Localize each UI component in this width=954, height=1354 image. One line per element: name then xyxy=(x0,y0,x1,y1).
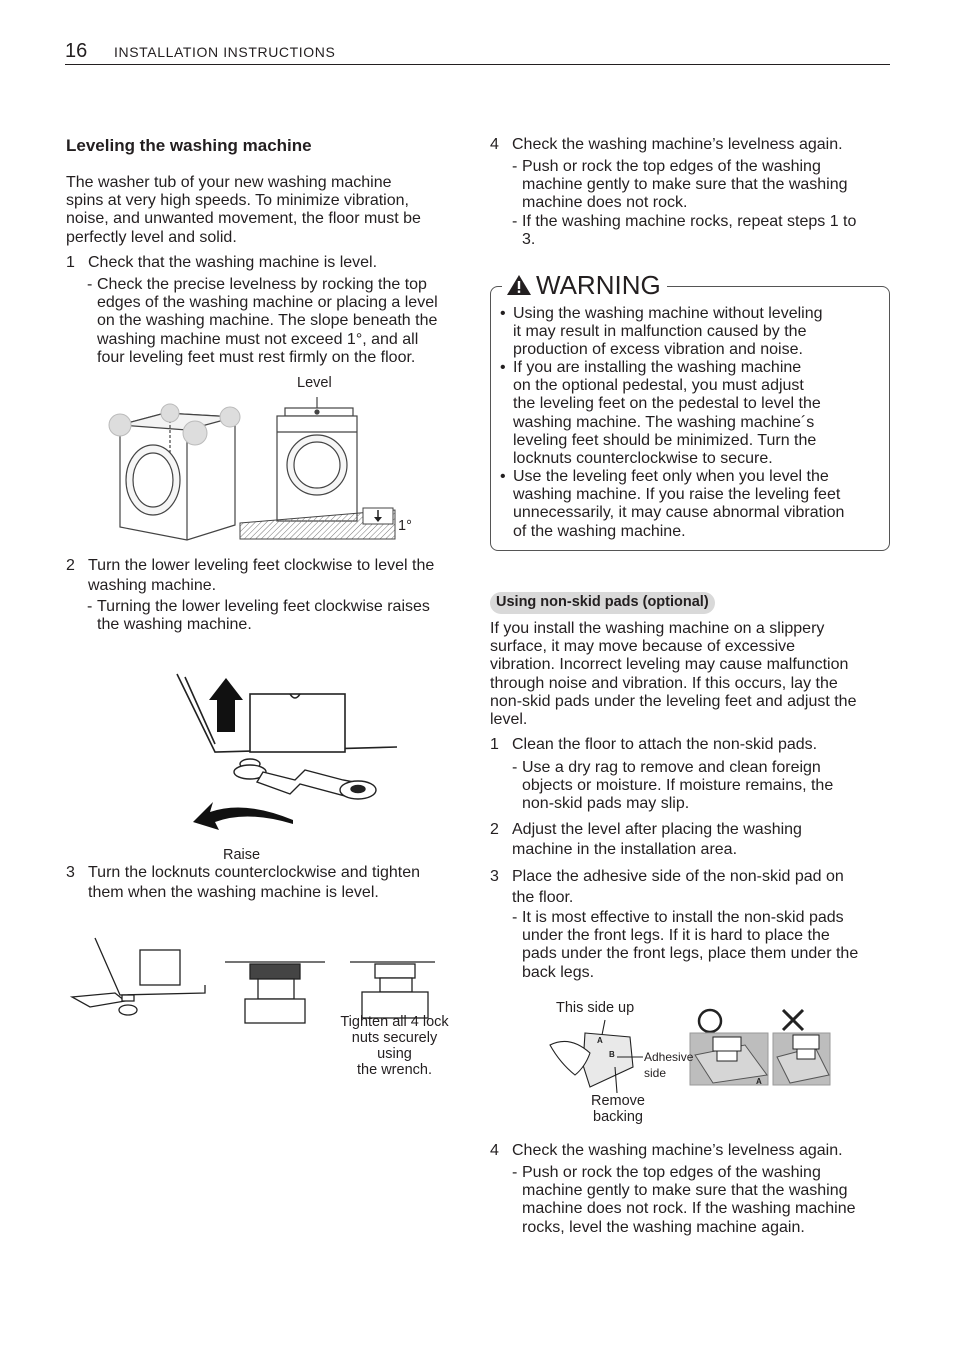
sub-line: If the washing machine rocks, repeat steps 1 to xyxy=(522,213,857,230)
caption-line: Tighten all 4 lock xyxy=(340,1014,449,1030)
page-number: 16 xyxy=(65,40,88,62)
wrench-illustration xyxy=(234,759,376,799)
intro-line: The washer tub of your new washing machine xyxy=(66,174,392,191)
sub-line: the washing machine. xyxy=(97,616,252,634)
this-side-up-label: This side up xyxy=(556,1000,635,1016)
step-number: 2 xyxy=(490,821,499,838)
sub-line: pads under the front legs, place them under the xyxy=(522,945,859,963)
sub-line: Push or rock the top edges of the washing xyxy=(522,158,821,175)
bullet-line: leveling feet should be minimized. Turn the xyxy=(513,431,817,449)
sub-line: Use a dry rag to remove and clean foreign xyxy=(522,759,821,776)
step-number: 1 xyxy=(66,254,75,271)
bullet-line: Using the washing machine without leveling xyxy=(513,305,823,322)
caption-line: using xyxy=(377,1046,412,1062)
step-line: Adjust the level after placing the washing xyxy=(512,821,802,838)
intro-line: spins at very high speeds. To minimize vibration, xyxy=(66,192,409,210)
pad-hand-illustration xyxy=(550,1020,643,1093)
intro-line: If you install the washing machine on a slippery xyxy=(490,620,825,637)
sub-line: under the front legs. If it is hard to place the xyxy=(522,927,830,945)
header-rule xyxy=(65,64,890,65)
adhesive-line: side xyxy=(644,1066,667,1080)
step-text: Check the washing machine’s levelness again. xyxy=(512,1142,843,1159)
sub-line: Turning the lower leveling feet clockwise raises xyxy=(97,598,430,615)
bullet-line: on the optional pedestal, you must adjust xyxy=(513,377,804,395)
step-number: 1 xyxy=(490,736,499,753)
step-text: Check that the washing machine is level. xyxy=(88,254,378,271)
leveling-figure xyxy=(105,395,405,545)
nonskid-heading: Using non-skid pads (optional) xyxy=(490,592,715,614)
bullet-line: Use the leveling feet only when you level the xyxy=(513,468,829,485)
sub-line: four leveling feet must rest firmly on the floor. xyxy=(97,348,416,366)
step-line: Turn the locknuts counterclockwise and tighten xyxy=(88,864,421,881)
intro-line: noise, and unwanted movement, the floor must be xyxy=(66,210,421,228)
step-line: machine in the installation area. xyxy=(512,841,738,859)
level-label: Level xyxy=(297,375,332,391)
intro-line: level. xyxy=(490,711,528,729)
rotate-arrow-icon xyxy=(193,802,293,830)
sub-line: non-skid pads may slip. xyxy=(522,795,690,813)
warning-title-text: WARNING xyxy=(536,270,661,300)
sub-line: machine gently to make sure that the washing xyxy=(522,1182,848,1200)
caption-line: the wrench. xyxy=(357,1062,432,1078)
step-number: 3 xyxy=(66,864,75,881)
sub-line: edges of the washing machine or placing a level xyxy=(97,294,438,312)
degree-label: 1° xyxy=(398,518,412,534)
sub-line: rocks, level the washing machine again. xyxy=(522,1218,805,1236)
leveling-intro xyxy=(66,174,421,247)
sub-line: on the washing machine. The slope beneath the xyxy=(97,312,438,330)
intro-line: surface, it may move because of excessive xyxy=(490,638,796,656)
locknut-detail-1 xyxy=(225,962,325,1023)
warning-title xyxy=(502,270,667,300)
locknut-detail-2 xyxy=(350,962,435,1018)
adhesive-label xyxy=(644,1049,693,1081)
caption-line: nuts securely xyxy=(351,1030,438,1046)
bullet-line: of the washing machine. xyxy=(513,522,686,540)
warning-triangle-icon xyxy=(506,274,532,296)
step-number: 3 xyxy=(490,868,499,885)
step-line: Place the adhesive side of the non-skid pad on xyxy=(512,868,844,885)
label-a: A xyxy=(597,1036,603,1045)
sub-line: 3. xyxy=(522,231,536,249)
wrong-pad-illustration xyxy=(773,1033,830,1085)
label-b: B xyxy=(609,1050,615,1059)
step-number: 4 xyxy=(490,136,499,153)
bullet-line: it may result in malfunction caused by the xyxy=(513,323,807,341)
washer-iso-illustration xyxy=(120,413,235,540)
step-number: 2 xyxy=(66,557,75,574)
correct-circle-icon xyxy=(699,1010,721,1032)
step-line: them when the washing machine is level. xyxy=(88,884,379,902)
intro-line: perfectly level and solid. xyxy=(66,228,237,246)
bullet-line: the leveling feet on the pedestal to level the xyxy=(513,395,821,413)
remove-backing-label xyxy=(583,1093,653,1125)
washer-front-illustration xyxy=(277,397,357,521)
step-number: 4 xyxy=(490,1142,499,1159)
label-a-2: A xyxy=(756,1077,762,1086)
sub-line: machine does not rock. xyxy=(522,194,688,212)
sub-line: machine does not rock. If the washing machine xyxy=(522,1200,856,1218)
raise-label: Raise xyxy=(223,847,261,863)
nonskid-intro xyxy=(490,620,856,729)
intro-line: through noise and vibration. If this occurs, lay the xyxy=(490,674,838,692)
bullet-line: locknuts counterclockwise to secure. xyxy=(513,450,773,468)
header-title: INSTALLATION INSTRUCTIONS xyxy=(114,44,336,60)
wrong-x-icon xyxy=(783,1010,803,1030)
bullet-line: washing machine. If you raise the leveling feet xyxy=(513,486,841,504)
intro-line: non-skid pads under the leveling feet and adjust the xyxy=(490,692,857,710)
raise-figure xyxy=(175,672,405,837)
step-line: the floor. xyxy=(512,889,574,907)
step-line: Turn the lower leveling feet clockwise to level the xyxy=(88,557,435,574)
sub-line: back legs. xyxy=(522,963,595,981)
intro-line: vibration. Incorrect leveling may cause malfunction xyxy=(490,656,849,674)
sub-line: machine gently to make sure that the washing xyxy=(522,176,848,194)
step-text: Clean the floor to attach the non-skid pads. xyxy=(512,736,818,753)
sub-line: It is most effective to install the non-skid pads xyxy=(522,909,844,926)
sub-line: Check the precise levelness by rocking the top xyxy=(97,276,427,293)
sub-line: objects or moisture. If moisture remains, the xyxy=(522,777,834,795)
raise-arrow-icon xyxy=(209,678,243,732)
bullet-line: washing machine. The washing machine´s xyxy=(513,413,815,431)
step-line: washing machine. xyxy=(88,577,217,595)
sub-line: Push or rock the top edges of the washing xyxy=(522,1164,821,1181)
locknut-caption xyxy=(327,1014,462,1078)
section-heading-leveling: Leveling the washing machine xyxy=(66,136,312,155)
sub-line: washing machine must not exceed 1°, and all xyxy=(97,330,419,348)
remove-line: backing xyxy=(593,1109,643,1125)
bullet-line: If you are installing the washing machine xyxy=(513,359,802,376)
remove-line: Remove xyxy=(591,1093,645,1109)
bullet-line: production of excess vibration and noise. xyxy=(513,341,803,359)
adhesive-line: Adhesive xyxy=(644,1050,694,1064)
bullet-line: unnecessarily, it may cause abnormal vibration xyxy=(513,504,845,522)
step-text: Check the washing machine’s levelness again. xyxy=(512,136,843,153)
